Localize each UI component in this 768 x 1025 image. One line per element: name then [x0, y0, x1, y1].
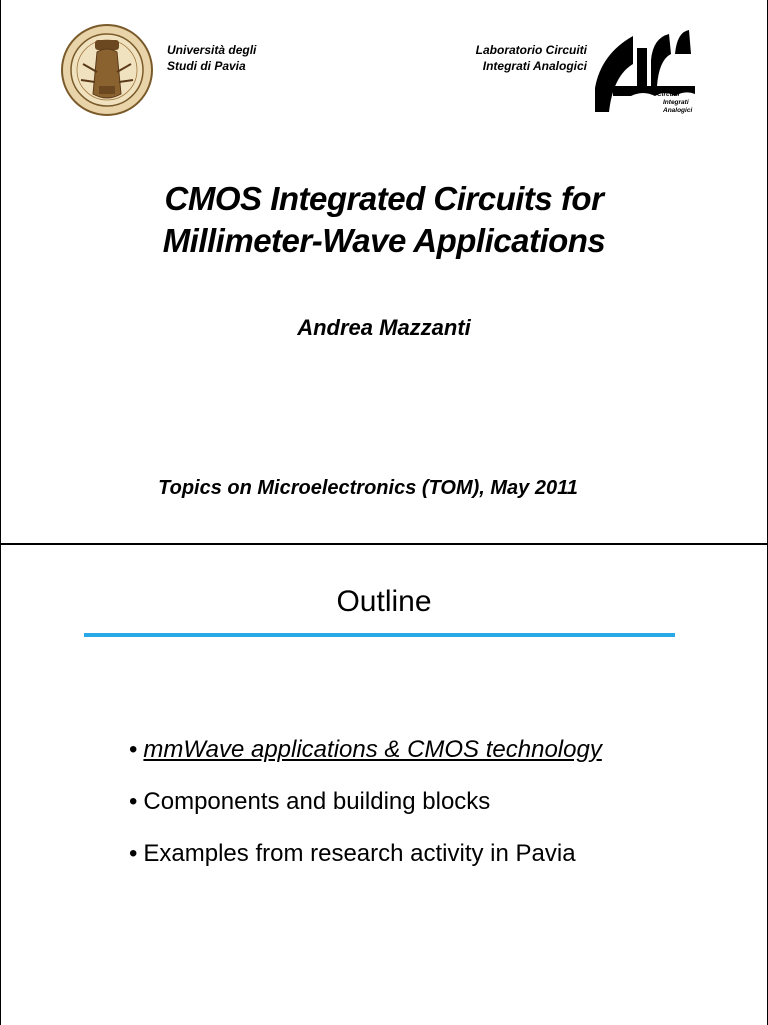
outline-title: Outline	[336, 585, 432, 618]
lab-logo-text-2: Integrati	[663, 99, 689, 106]
lab-logo-text-3: Analogici	[663, 107, 693, 114]
title-line-1: CMOS Integrated Circuits for	[164, 180, 604, 217]
outline-link[interactable]: mmWave applications & CMOS technology	[143, 736, 602, 763]
title-underline	[84, 633, 675, 637]
lab-logo-icon	[593, 24, 697, 116]
lab-name	[476, 42, 587, 74]
list-item	[129, 841, 602, 867]
title-line-2: Millimeter-Wave Applications	[162, 222, 606, 259]
bullet-icon: •	[129, 840, 138, 867]
university-seal-icon	[61, 24, 153, 116]
bullet-icon: •	[129, 736, 138, 763]
lab-line-1: Laboratorio Circuiti	[475, 43, 587, 57]
university-line-1: Università degli	[167, 43, 257, 57]
university-name	[167, 42, 256, 74]
presentation-title	[1, 178, 767, 262]
lab-line-2: Integrati Analogici	[482, 59, 587, 73]
list-item	[129, 789, 602, 815]
bullet-icon: •	[129, 788, 138, 815]
lab-logo-text-1: Circuiti	[657, 91, 680, 98]
university-line-2: Studi di Pavia	[167, 59, 246, 73]
outline-list	[129, 737, 602, 893]
outline-slide	[0, 544, 768, 1025]
outline-item-text: Components and building blocks	[143, 788, 491, 815]
venue-date: Topics on Microelectronics (TOM), May 2011	[158, 477, 578, 499]
author-name: Andrea Mazzanti	[297, 315, 471, 340]
outline-item-text: Examples from research activity in Pavia	[143, 840, 576, 867]
list-item	[129, 737, 602, 763]
